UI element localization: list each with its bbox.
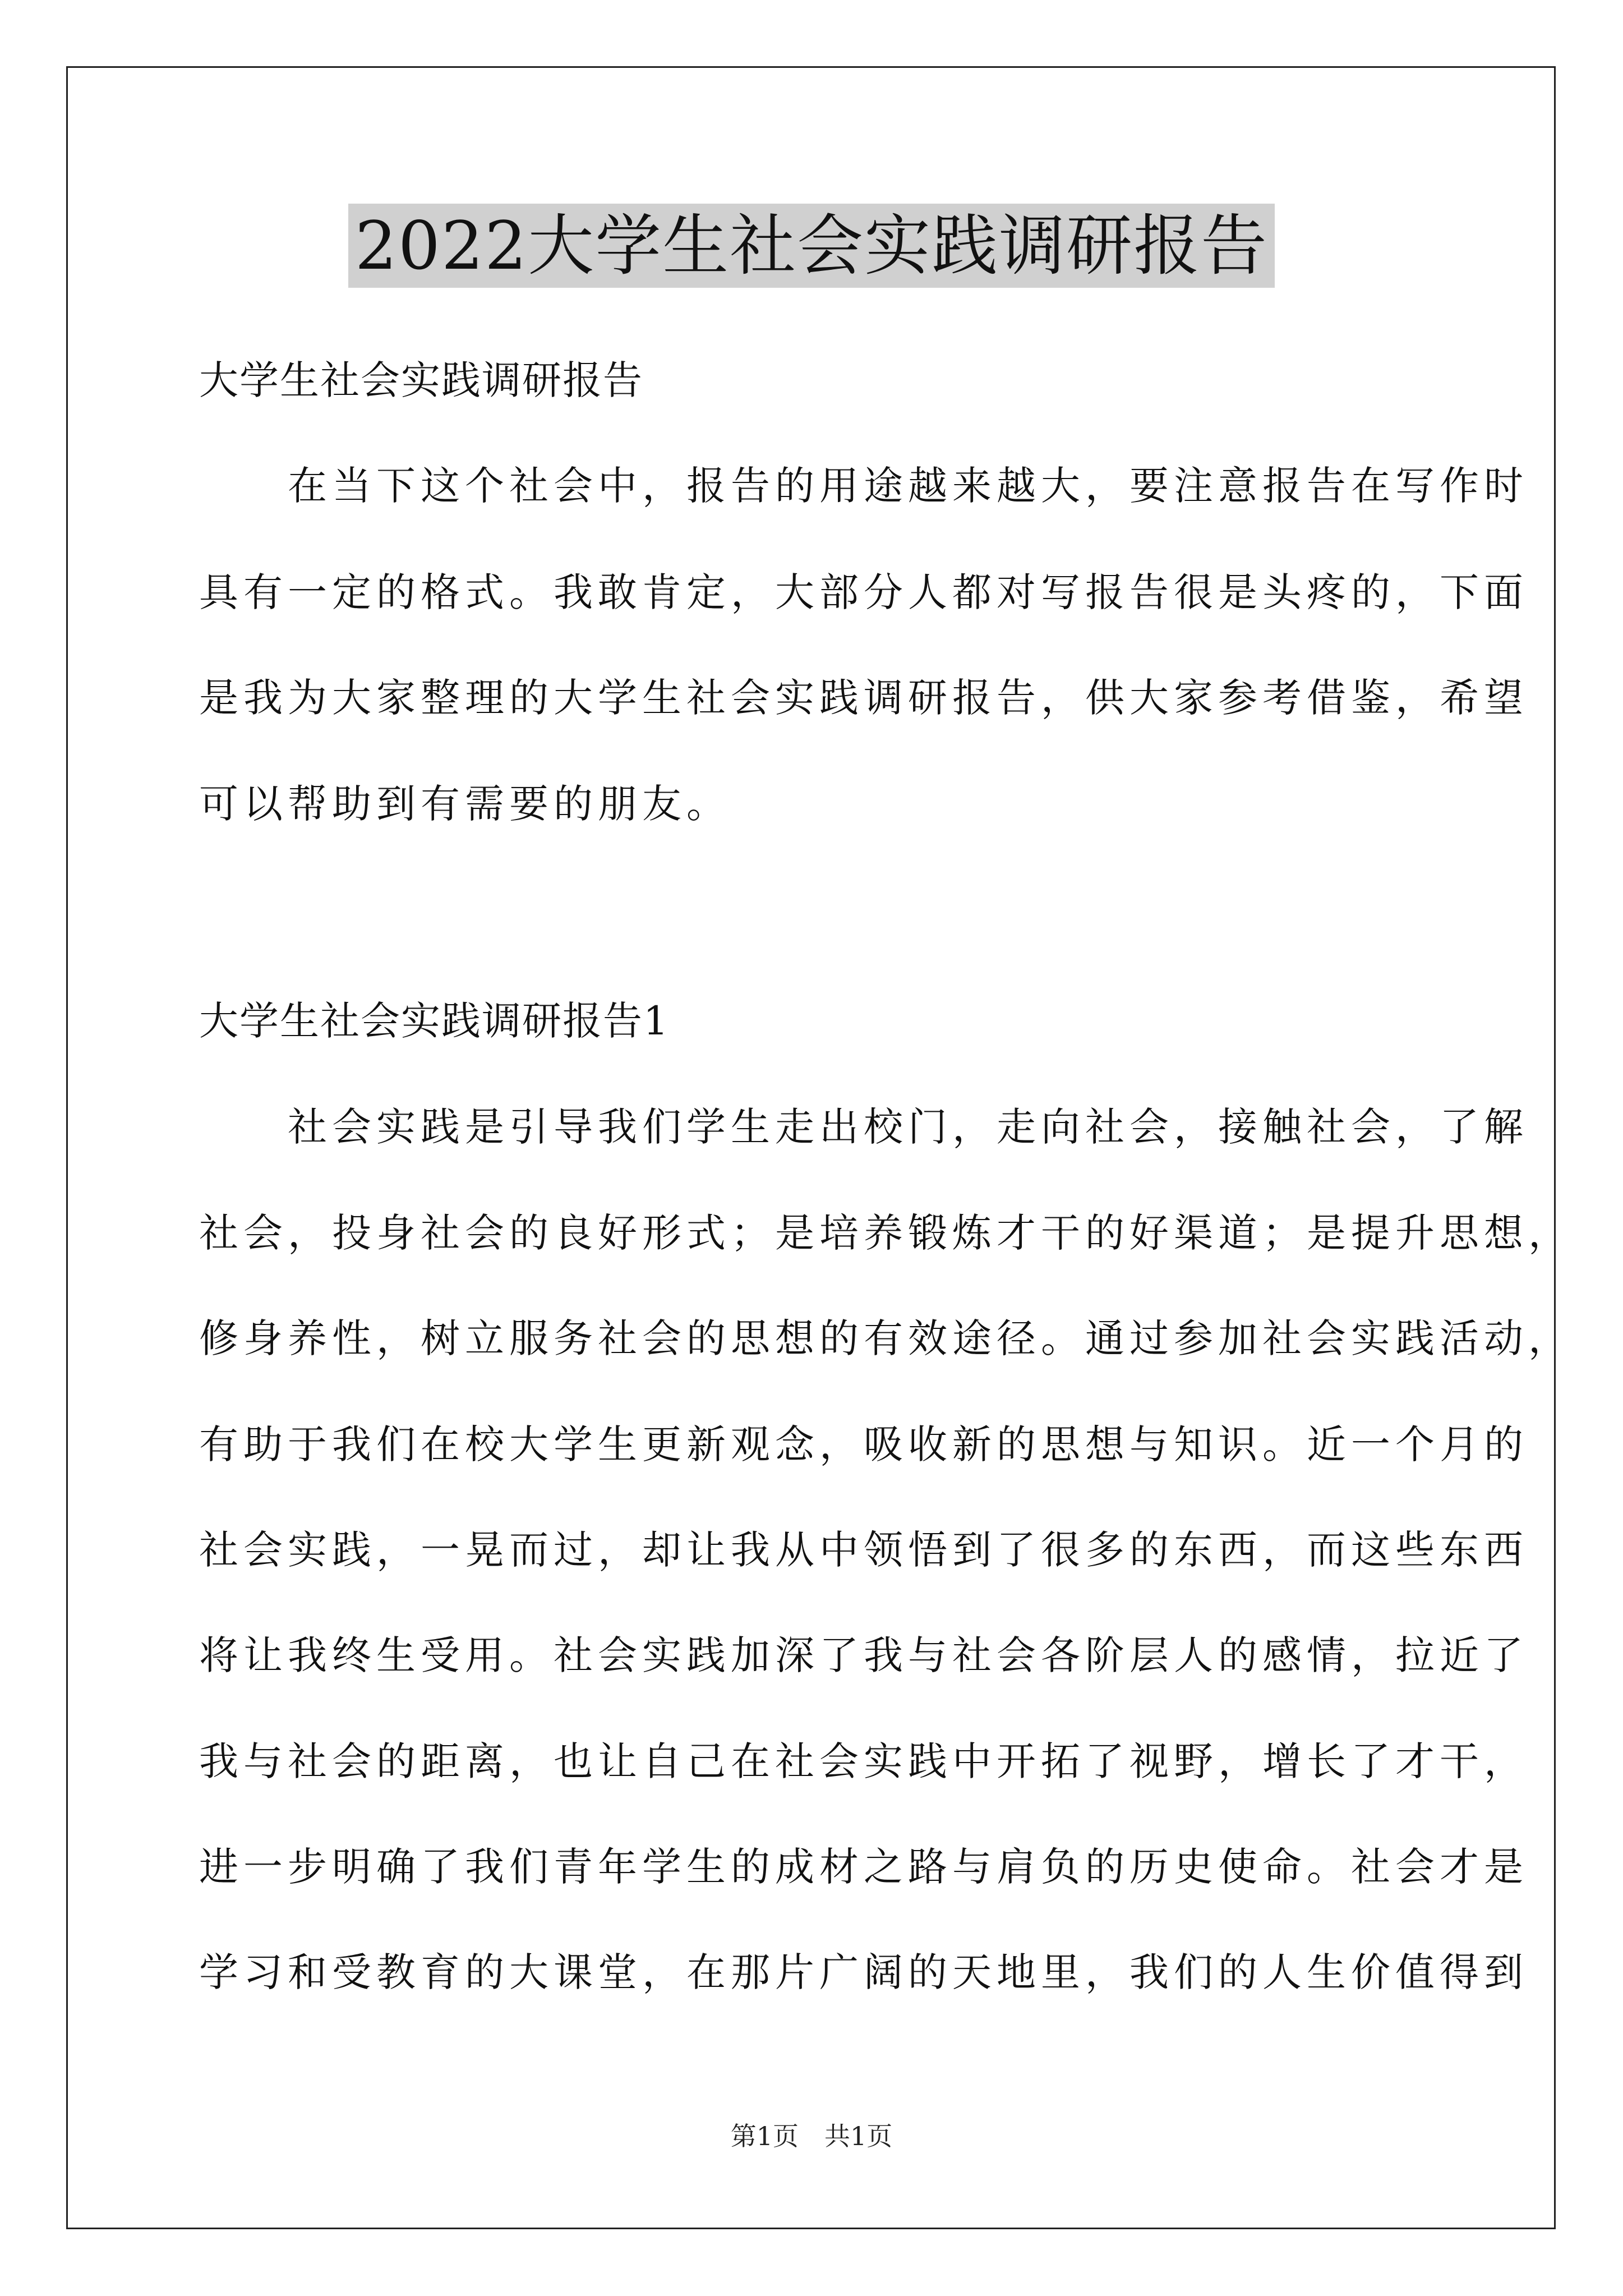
body-paragraph-line: 我与社会的距离，也让自己在社会实践中开拓了视野，增长了才干， <box>199 1738 1528 1784</box>
title-block <box>0 204 1623 288</box>
body-paragraph-line: 进一步明确了我们青年学生的成材之路与肩负的历史使命。社会才是 <box>199 1844 1528 1890</box>
intro-paragraph-line: 具有一定的格式。我敢肯定，大部分人都对写报告很是头疼的，下面 <box>199 569 1528 615</box>
body-paragraph-line: 学习和受教育的大课堂，在那片广阔的天地里，我们的人生价值得到 <box>199 1949 1528 1995</box>
body-paragraph-line: 修身养性，树立服务社会的思想的有效途径。通过参加社会实践活动， <box>199 1315 1573 1361</box>
body-paragraph-line: 社会实践，一晃而过，却让我从中领悟到了很多的东西，而这些东西 <box>199 1527 1528 1573</box>
page-number-current: 第1页 <box>730 2121 799 2151</box>
section-heading: 大学生社会实践调研报告1 <box>199 998 670 1044</box>
document-subtitle: 大学生社会实践调研报告 <box>199 357 643 403</box>
intro-paragraph-line: 可以帮助到有需要的朋友。 <box>199 781 731 827</box>
body-paragraph-line: 有助于我们在校大学生更新观念，吸收新的思想与知识。近一个月的 <box>199 1421 1528 1467</box>
body-paragraph-line: 社会，投身社会的良好形式；是培养锻炼才干的好渠道；是提升思想， <box>199 1210 1573 1256</box>
document-title: 2022大学生社会实践调研报告 <box>348 204 1275 288</box>
page-footer <box>0 2119 1623 2153</box>
intro-paragraph-line: 在当下这个社会中，报告的用途越来越大，要注意报告在写作时 <box>199 463 1528 509</box>
body-paragraph-line: 将让我终生受用。社会实践加深了我与社会各阶层人的感情，拉近了 <box>199 1632 1528 1678</box>
page-number-total: 共1页 <box>824 2121 893 2151</box>
body-paragraph-line: 社会实践是引导我们学生走出校门，走向社会，接触社会，了解 <box>199 1104 1528 1150</box>
intro-paragraph-line: 是我为大家整理的大学生社会实践调研报告，供大家参考借鉴，希望 <box>199 675 1528 721</box>
